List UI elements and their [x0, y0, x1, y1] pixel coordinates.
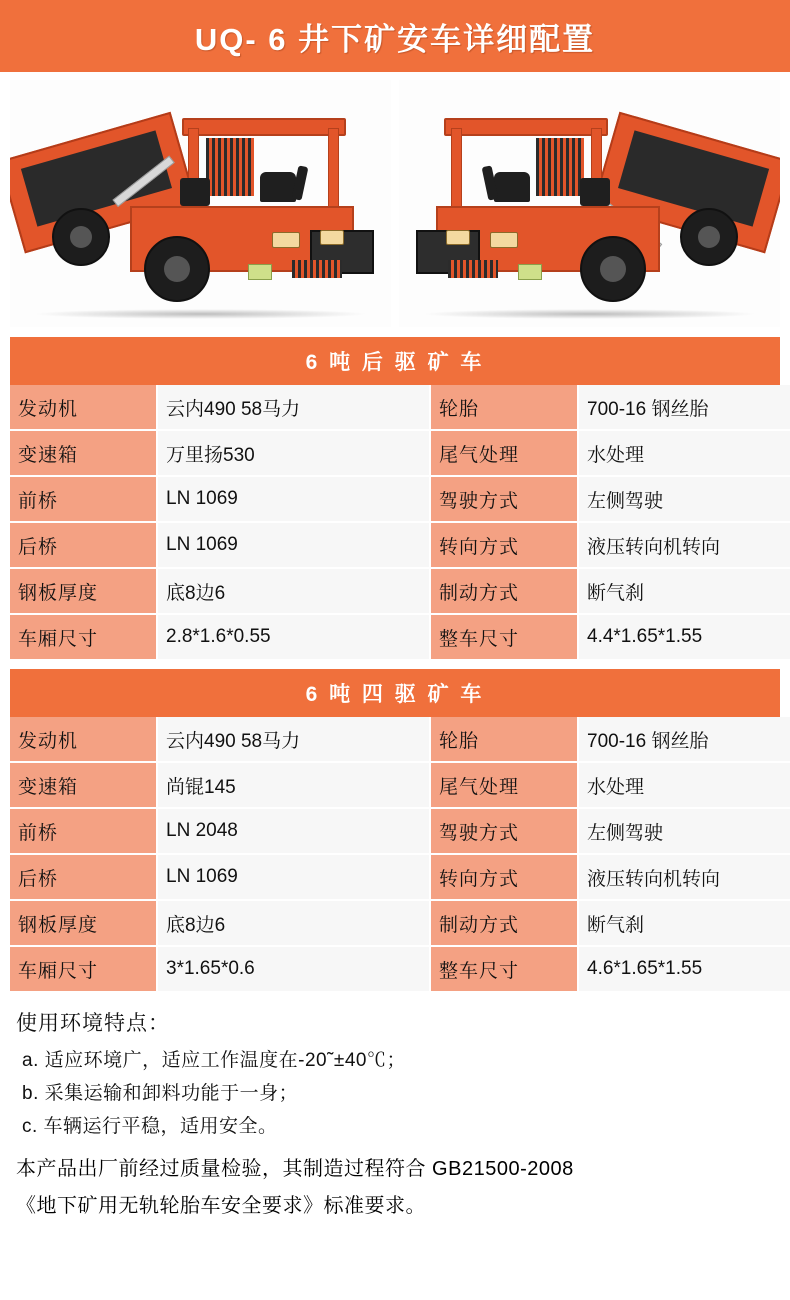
spec-value: 云内490 58马力 [157, 385, 430, 430]
spec-value: 左侧驾驶 [578, 808, 790, 854]
spec-value: 液压转向机转向 [578, 522, 790, 568]
spec-label: 后桥 [10, 522, 157, 568]
spec-label: 驾驶方式 [430, 476, 578, 522]
truck-photo-right [399, 80, 780, 327]
spec-label: 尾气处理 [430, 762, 578, 808]
spec-label: 钢板厚度 [10, 568, 157, 614]
spec-label: 前桥 [10, 808, 157, 854]
spec-label: 后桥 [10, 854, 157, 900]
spec-label: 转向方式 [430, 522, 578, 568]
spec-value: 云内490 58马力 [157, 717, 430, 762]
spec-value: 左侧驾驶 [578, 476, 790, 522]
spec-label: 制动方式 [430, 568, 578, 614]
table-row [10, 762, 790, 808]
spec-value: 水处理 [578, 762, 790, 808]
spec-label: 轮胎 [430, 717, 578, 762]
spec-value: 万里扬530 [157, 430, 430, 476]
spec-value: 水处理 [578, 430, 790, 476]
spec-label: 轮胎 [430, 385, 578, 430]
spec-label: 钢板厚度 [10, 900, 157, 946]
table-row [10, 385, 790, 430]
spec-value: 底8边6 [157, 900, 430, 946]
spec-block-title: 6 吨 后 驱 矿 车 [10, 337, 780, 385]
note-item: a. 适应环境广，适应工作温度在-20˜±40℃； [22, 1050, 406, 1071]
table-row [10, 476, 790, 522]
table-row [10, 522, 790, 568]
table-row [10, 946, 790, 991]
spec-value: 4.6*1.65*1.55 [578, 946, 790, 991]
truck-photo-left [10, 80, 391, 327]
spec-value: 3*1.65*0.6 [157, 946, 430, 991]
spec-value: LN 2048 [157, 808, 430, 854]
spec-label: 制动方式 [430, 900, 578, 946]
spec-label: 车厢尺寸 [10, 614, 157, 659]
spec-label: 前桥 [10, 476, 157, 522]
spec-label: 整车尺寸 [430, 946, 578, 991]
spec-table [10, 385, 790, 659]
spec-block-title: 6 吨 四 驱 矿 车 [10, 669, 780, 717]
product-photo-band [0, 72, 790, 327]
spec-value: 700-16 钢丝胎 [578, 385, 790, 430]
spec-value: 液压转向机转向 [578, 854, 790, 900]
page-title: UQ- 6 井下矿安车详细配置 [194, 21, 596, 57]
spec-value: 2.8*1.6*0.55 [157, 614, 430, 659]
spec-value: 底8边6 [157, 568, 430, 614]
spec-table [10, 717, 790, 991]
closing-line: 本产品出厂前经过质量检验，其制造过程符合 GB21500-2008 [16, 1158, 574, 1180]
spec-value: 断气刹 [578, 568, 790, 614]
spec-label: 驾驶方式 [430, 808, 578, 854]
spec-value: 4.4*1.65*1.55 [578, 614, 790, 659]
page-header [0, 0, 790, 72]
spec-label: 发动机 [10, 385, 157, 430]
closing-statement [16, 1152, 774, 1218]
closing-line: 《地下矿用无轨轮胎车安全要求》标准要求。 [16, 1195, 426, 1217]
spec-label: 尾气处理 [430, 430, 578, 476]
table-row [10, 430, 790, 476]
spec-label: 变速箱 [10, 762, 157, 808]
spec-value: LN 1069 [157, 854, 430, 900]
spec-label: 转向方式 [430, 854, 578, 900]
table-row [10, 568, 790, 614]
spec-value: LN 1069 [157, 522, 430, 568]
table-row [10, 717, 790, 762]
spec-value: 断气刹 [578, 900, 790, 946]
spec-value: LN 1069 [157, 476, 430, 522]
spec-value: 700-16 钢丝胎 [578, 717, 790, 762]
usage-notes [16, 1007, 774, 1138]
table-row [10, 614, 790, 659]
table-row [10, 854, 790, 900]
spec-label: 变速箱 [10, 430, 157, 476]
table-row [10, 808, 790, 854]
table-row [10, 900, 790, 946]
spec-label: 车厢尺寸 [10, 946, 157, 991]
note-item: b. 采集运输和卸料功能于一身； [22, 1083, 299, 1104]
spec-block-rear-drive [10, 337, 780, 659]
spec-block-four-wheel-drive [10, 669, 780, 991]
spec-label: 整车尺寸 [430, 614, 578, 659]
note-item: c. 车辆运行平稳，适用安全。 [22, 1116, 278, 1137]
notes-title: 使用环境特点： [16, 1012, 170, 1035]
spec-value: 尚锟145 [157, 762, 430, 808]
spec-label: 发动机 [10, 717, 157, 762]
